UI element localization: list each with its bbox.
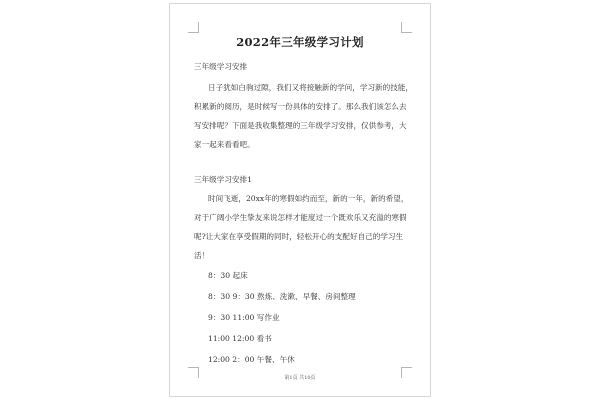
paragraph-line: 呢?让大家在享受假期的同时，轻松开心的支配好自己的学习生 (194, 232, 404, 241)
section-heading: 三年级学习安排 (194, 62, 248, 71)
paragraph-line: 家一起来看看吧。 (194, 140, 255, 149)
section-heading: 三年级学习安排1 (194, 175, 252, 184)
crop-mark-top-right (401, 22, 412, 33)
paragraph-line: 时间飞逝，20xx年的寒假如约而至，新的一年，新的希望， (208, 194, 409, 203)
schedule-item: 8：30 9：30 熬炼、洗漱、早餐、房间整理 (208, 292, 356, 301)
schedule-item: 11:00 12:00 看书 (208, 334, 272, 343)
schedule-item: 12:00 2：00 午餐、午休 (208, 355, 295, 364)
paragraph-line: 日子犹如白驹过隙，我们又将接触新的学问，学习新的技能， (208, 83, 414, 92)
paragraph-line: 积累新的阅历，是时候写一份具体的安排了。那么我们该怎么去 (194, 102, 407, 111)
schedule-item: 8：30 起床 (208, 271, 248, 280)
crop-mark-top-left (188, 22, 199, 33)
paragraph-line: 活！ (194, 251, 210, 260)
paragraph-line: 对于广阔小学生挚友来说怎样才能度过一个既欢乐又充溢的寒假 (194, 213, 407, 222)
document-page (170, 4, 430, 396)
document-title: 2022年三年级学习计划 (236, 35, 364, 49)
paragraph-line: 写安排呢？下面是我收集整理的三年级学习安排，仅供参考，大 (194, 121, 407, 130)
page-footer: 第1页 共10页 (284, 375, 316, 381)
schedule-item: 9：30 11:00 写作业 (208, 313, 280, 322)
